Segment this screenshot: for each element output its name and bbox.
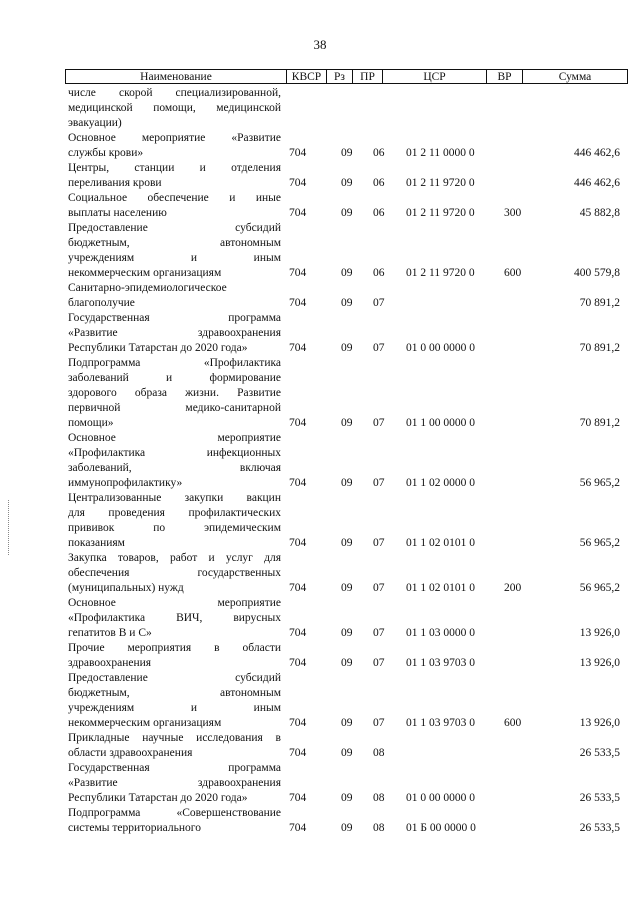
row-vr: 600	[504, 717, 522, 729]
row-sum: 70 891,2	[579, 417, 620, 429]
row-csr: 01 1 03 9703 0	[406, 657, 475, 669]
row-name-line: обеспечения государственных	[68, 567, 281, 579]
row-name	[68, 311, 281, 356]
table-row	[68, 221, 628, 281]
row-sum: 56 965,2	[579, 477, 620, 489]
table-row	[68, 731, 628, 761]
row-rz: 09	[341, 582, 353, 594]
row-rz: 09	[341, 417, 353, 429]
row-rz: 09	[341, 822, 353, 834]
header-vr: ВР	[487, 70, 523, 83]
row-name-line: некоммерческим организациям	[68, 267, 222, 279]
row-name-line: Республики Татарстан до 2020 года»	[68, 342, 248, 354]
table-row	[68, 161, 628, 191]
row-name-line: Прочие мероприятия в области	[68, 642, 281, 654]
row-pr: 07	[373, 717, 385, 729]
row-pr: 07	[373, 477, 385, 489]
row-rz: 09	[341, 657, 353, 669]
row-name-line: Республики Татарстан до 2020 года»	[68, 792, 248, 804]
row-pr: 07	[373, 342, 385, 354]
row-name-line: Предоставление субсидий	[68, 672, 281, 684]
row-rz: 09	[341, 792, 353, 804]
row-name-line: Подпрограмма «Совершенствование	[68, 807, 281, 819]
row-pr: 06	[373, 147, 385, 159]
row-name-line: Основное мероприятие	[68, 597, 281, 609]
header-name: Наименование	[66, 70, 287, 83]
row-kvsr: 704	[289, 822, 307, 834]
header-sum: Сумма	[558, 70, 592, 83]
row-name-line: системы территориального	[68, 822, 201, 834]
table-row	[68, 281, 628, 311]
row-pr: 07	[373, 537, 385, 549]
row-pr: 07	[373, 657, 385, 669]
row-name-line: учреждениям и иным	[68, 702, 281, 714]
row-vr: 200	[504, 582, 522, 594]
table-row	[68, 86, 628, 131]
row-rz: 09	[341, 177, 353, 189]
row-name-line: Подпрограмма «Профилактика	[68, 357, 281, 369]
table-row	[68, 311, 628, 356]
row-kvsr: 704	[289, 297, 307, 309]
row-csr: 01 2 11 9720 0	[406, 207, 475, 219]
row-pr: 06	[373, 207, 385, 219]
row-sum: 26 533,5	[579, 822, 620, 834]
row-sum: 13 926,0	[579, 657, 620, 669]
row-sum: 26 533,5	[579, 747, 620, 759]
row-name-line: Основное мероприятие	[68, 432, 281, 444]
row-kvsr: 704	[289, 582, 307, 594]
row-name-line: Государственная программа	[68, 762, 281, 774]
row-name-line: помощи»	[68, 417, 114, 429]
row-rz: 09	[341, 207, 353, 219]
row-csr: 01 1 03 9703 0	[406, 717, 475, 729]
margin-mark	[8, 500, 10, 555]
table-body	[68, 86, 628, 836]
row-sum: 446 462,6	[574, 177, 620, 189]
row-name-line: иммунопрофилактику»	[68, 477, 183, 489]
row-kvsr: 704	[289, 417, 307, 429]
row-kvsr: 704	[289, 207, 307, 219]
row-name	[68, 191, 281, 221]
row-name-line: здравоохранения	[68, 657, 152, 669]
table-row	[68, 551, 628, 596]
row-name-line: здорового образа жизни. Развитие	[68, 387, 281, 399]
row-kvsr: 704	[289, 477, 307, 489]
row-name-line: службы крови»	[68, 147, 144, 159]
row-name-line: Основное мероприятие «Развитие	[68, 132, 281, 144]
row-pr: 08	[373, 747, 385, 759]
row-rz: 09	[341, 477, 353, 489]
row-name-line: благополучие	[68, 297, 135, 309]
row-name-line: медицинской помощи, медицинской	[68, 102, 281, 114]
row-name	[68, 131, 281, 161]
table-row	[68, 356, 628, 431]
row-rz: 09	[341, 717, 353, 729]
row-name-line: учреждениям и иным	[68, 252, 281, 264]
row-name-line: гепатитов В и С»	[68, 627, 152, 639]
row-pr: 07	[373, 297, 385, 309]
header-csr: ЦСР	[383, 70, 487, 83]
row-csr: 01 2 11 9720 0	[406, 177, 475, 189]
table-row	[68, 806, 628, 836]
row-pr: 06	[373, 267, 385, 279]
row-rz: 09	[341, 747, 353, 759]
row-name	[68, 806, 281, 836]
header-pr: ПР	[353, 70, 383, 83]
row-name-line: Санитарно-эпидемиологическое	[68, 282, 227, 294]
row-pr: 07	[373, 417, 385, 429]
row-pr: 07	[373, 627, 385, 639]
row-name-line: Социальное обеспечение и иные	[68, 192, 281, 204]
table-row	[68, 191, 628, 221]
row-sum: 56 965,2	[579, 582, 620, 594]
row-kvsr: 704	[289, 717, 307, 729]
row-name-line: прививок по эпидемическим	[68, 522, 281, 534]
table-row	[68, 491, 628, 551]
row-pr: 08	[373, 822, 385, 834]
row-name	[68, 161, 281, 191]
row-name	[68, 221, 281, 281]
row-name-line: Прикладные научные исследования в	[68, 732, 281, 744]
page-number: 38	[313, 37, 327, 52]
row-name-line: заболеваний и формирование	[68, 372, 281, 384]
row-rz: 09	[341, 537, 353, 549]
row-rz: 09	[341, 297, 353, 309]
row-kvsr: 704	[289, 657, 307, 669]
header-kvsr: КВСР	[287, 70, 327, 83]
row-csr: 01 0 00 0000 0	[406, 792, 475, 804]
row-name-line: первичной медико-санитарной	[68, 402, 281, 414]
row-sum: 56 965,2	[579, 537, 620, 549]
row-name	[68, 431, 281, 491]
table-row	[68, 131, 628, 161]
row-name-line: заболеваний, включая	[68, 462, 281, 474]
row-name	[68, 671, 281, 731]
row-name-line: области здравоохранения	[68, 747, 193, 759]
row-name	[68, 491, 281, 551]
row-name-line: «Развитие здравоохранения	[68, 327, 281, 339]
row-csr: 01 Б 00 0000 0	[406, 822, 476, 834]
row-name-line: «Развитие здравоохранения	[68, 777, 281, 789]
row-sum: 400 579,8	[574, 267, 620, 279]
row-name	[68, 281, 281, 311]
row-kvsr: 704	[289, 627, 307, 639]
row-name	[68, 641, 281, 671]
row-name-line: для проведения профилактических	[68, 507, 281, 519]
row-vr: 300	[504, 207, 522, 219]
row-name-line: показаниям	[68, 537, 125, 549]
table-row	[68, 596, 628, 641]
row-pr: 08	[373, 792, 385, 804]
row-kvsr: 704	[289, 792, 307, 804]
table-row	[68, 671, 628, 731]
row-name-line: бюджетным, автономным	[68, 687, 281, 699]
table-row	[68, 431, 628, 491]
row-csr: 01 1 02 0000 0	[406, 477, 475, 489]
row-csr: 01 2 11 0000 0	[406, 147, 475, 159]
row-name-line: «Профилактика ВИЧ, вирусных	[68, 612, 281, 624]
row-sum: 13 926,0	[579, 717, 620, 729]
row-sum: 446 462,6	[574, 147, 620, 159]
row-csr: 01 0 00 0000 0	[406, 342, 475, 354]
row-vr: 600	[504, 267, 522, 279]
row-csr: 01 1 02 0101 0	[406, 537, 475, 549]
row-name-line: числе скорой специализированной,	[68, 87, 281, 99]
row-rz: 09	[341, 627, 353, 639]
row-kvsr: 704	[289, 177, 307, 189]
row-csr: 01 1 03 0000 0	[406, 627, 475, 639]
row-name-line: Централизованные закупки вакцин	[68, 492, 281, 504]
table-row	[68, 641, 628, 671]
row-name-line: Государственная программа	[68, 312, 281, 324]
row-sum: 70 891,2	[579, 297, 620, 309]
row-rz: 09	[341, 342, 353, 354]
row-rz: 09	[341, 147, 353, 159]
row-sum: 13 926,0	[579, 627, 620, 639]
header-rz: Рз	[327, 70, 353, 83]
row-kvsr: 704	[289, 342, 307, 354]
row-name-line: эвакуации)	[68, 117, 122, 129]
row-name-line: некоммерческим организациям	[68, 717, 222, 729]
row-name	[68, 761, 281, 806]
row-name-line: Предоставление субсидий	[68, 222, 281, 234]
row-kvsr: 704	[289, 267, 307, 279]
row-name	[68, 86, 281, 131]
table-row	[68, 761, 628, 806]
row-sum: 45 882,8	[579, 207, 620, 219]
row-pr: 06	[373, 177, 385, 189]
row-name	[68, 596, 281, 641]
row-name	[68, 731, 281, 761]
row-csr: 01 1 00 0000 0	[406, 417, 475, 429]
row-sum: 70 891,2	[579, 342, 620, 354]
row-name-line: Центры, станции и отделения	[68, 162, 281, 174]
row-name-line: выплаты населению	[68, 207, 167, 219]
row-name-line: Закупка товаров, работ и услуг для	[68, 552, 281, 564]
row-sum: 26 533,5	[579, 792, 620, 804]
row-csr: 01 2 11 9720 0	[406, 267, 475, 279]
row-name-line: «Профилактика инфекционных	[68, 447, 281, 459]
row-name	[68, 551, 281, 596]
row-kvsr: 704	[289, 747, 307, 759]
row-csr: 01 1 02 0101 0	[406, 582, 475, 594]
row-kvsr: 704	[289, 147, 307, 159]
row-name	[68, 356, 281, 431]
row-pr: 07	[373, 582, 385, 594]
row-name-line: переливания крови	[68, 177, 162, 189]
row-name-line: бюджетным, автономным	[68, 237, 281, 249]
row-kvsr: 704	[289, 537, 307, 549]
table-header	[65, 69, 628, 84]
row-rz: 09	[341, 267, 353, 279]
row-name-line: (муниципальных) нужд	[68, 582, 184, 594]
